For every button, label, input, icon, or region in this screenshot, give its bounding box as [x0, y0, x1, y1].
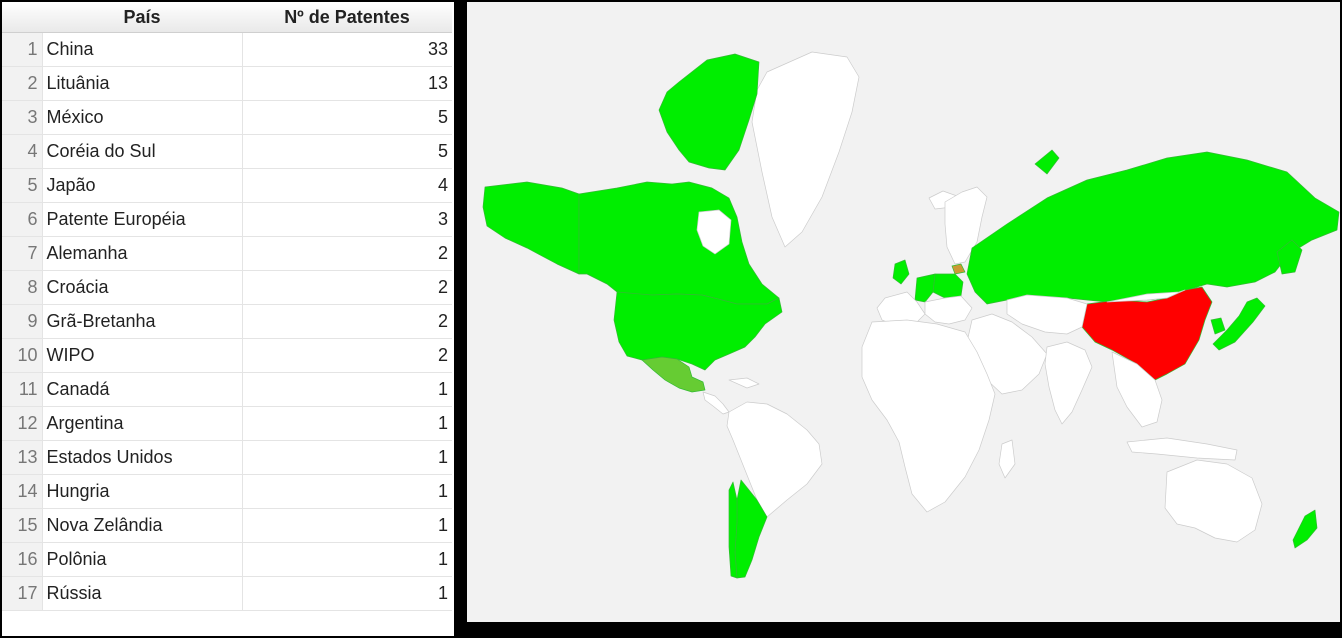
- row-patents: 1: [242, 407, 452, 441]
- row-patents: 1: [242, 543, 452, 577]
- row-rank: 10: [2, 339, 42, 373]
- header-patents[interactable]: Nº de Patentes: [242, 2, 452, 33]
- row-rank: 15: [2, 509, 42, 543]
- row-rank: 12: [2, 407, 42, 441]
- row-patents: 2: [242, 271, 452, 305]
- row-country: Alemanha: [42, 237, 242, 271]
- country-poland[interactable]: [933, 274, 963, 298]
- table-row[interactable]: [2, 441, 452, 475]
- row-rank: 2: [2, 67, 42, 101]
- row-rank: 14: [2, 475, 42, 509]
- row-patents: 1: [242, 373, 452, 407]
- table-row[interactable]: [2, 543, 452, 577]
- table-body: [2, 33, 452, 611]
- row-rank: 17: [2, 577, 42, 611]
- table-row[interactable]: [2, 475, 452, 509]
- row-country: Coréia do Sul: [42, 135, 242, 169]
- row-country: México: [42, 101, 242, 135]
- row-patents: 1: [242, 577, 452, 611]
- country-chile[interactable]: [729, 482, 737, 578]
- header-country[interactable]: País: [42, 2, 242, 33]
- row-patents: 1: [242, 441, 452, 475]
- table-header-row: [2, 2, 452, 33]
- table-row[interactable]: [2, 203, 452, 237]
- row-patents: 4: [242, 169, 452, 203]
- row-country: Patente Européia: [42, 203, 242, 237]
- table-row[interactable]: [2, 271, 452, 305]
- row-country: China: [42, 33, 242, 67]
- row-patents: 1: [242, 475, 452, 509]
- row-country: Hungria: [42, 475, 242, 509]
- world-map[interactable]: [467, 2, 1340, 622]
- row-country: Grã-Bretanha: [42, 305, 242, 339]
- row-rank: 1: [2, 33, 42, 67]
- row-country: Argentina: [42, 407, 242, 441]
- table-row[interactable]: [2, 67, 452, 101]
- row-patents: 5: [242, 135, 452, 169]
- table-row[interactable]: [2, 169, 452, 203]
- table-row[interactable]: [2, 373, 452, 407]
- table-row[interactable]: [2, 135, 452, 169]
- patents-table-panel: [2, 2, 454, 636]
- world-map-panel: [467, 2, 1340, 622]
- row-rank: 8: [2, 271, 42, 305]
- table-row[interactable]: [2, 101, 452, 135]
- table-row[interactable]: [2, 33, 452, 67]
- table-row[interactable]: [2, 577, 452, 611]
- row-patents: 3: [242, 203, 452, 237]
- table-row[interactable]: [2, 509, 452, 543]
- row-patents: 33: [242, 33, 452, 67]
- header-rank: [2, 2, 42, 33]
- row-rank: 6: [2, 203, 42, 237]
- row-rank: 3: [2, 101, 42, 135]
- row-patents: 2: [242, 305, 452, 339]
- table-row[interactable]: [2, 407, 452, 441]
- row-patents: 1: [242, 509, 452, 543]
- row-rank: 9: [2, 305, 42, 339]
- row-country: Nova Zelândia: [42, 509, 242, 543]
- row-rank: 16: [2, 543, 42, 577]
- row-country: WIPO: [42, 339, 242, 373]
- row-patents: 2: [242, 339, 452, 373]
- table-row[interactable]: [2, 305, 452, 339]
- row-country: Estados Unidos: [42, 441, 242, 475]
- row-country: Polônia: [42, 543, 242, 577]
- patents-table: [2, 2, 452, 611]
- row-country: Japão: [42, 169, 242, 203]
- row-country: Rússia: [42, 577, 242, 611]
- row-rank: 7: [2, 237, 42, 271]
- table-row[interactable]: [2, 237, 452, 271]
- table-row[interactable]: [2, 339, 452, 373]
- row-country: Canadá: [42, 373, 242, 407]
- row-patents: 2: [242, 237, 452, 271]
- row-rank: 5: [2, 169, 42, 203]
- row-rank: 11: [2, 373, 42, 407]
- row-country: Croácia: [42, 271, 242, 305]
- row-country: Lituânia: [42, 67, 242, 101]
- row-rank: 4: [2, 135, 42, 169]
- row-patents: 13: [242, 67, 452, 101]
- row-patents: 5: [242, 101, 452, 135]
- row-rank: 13: [2, 441, 42, 475]
